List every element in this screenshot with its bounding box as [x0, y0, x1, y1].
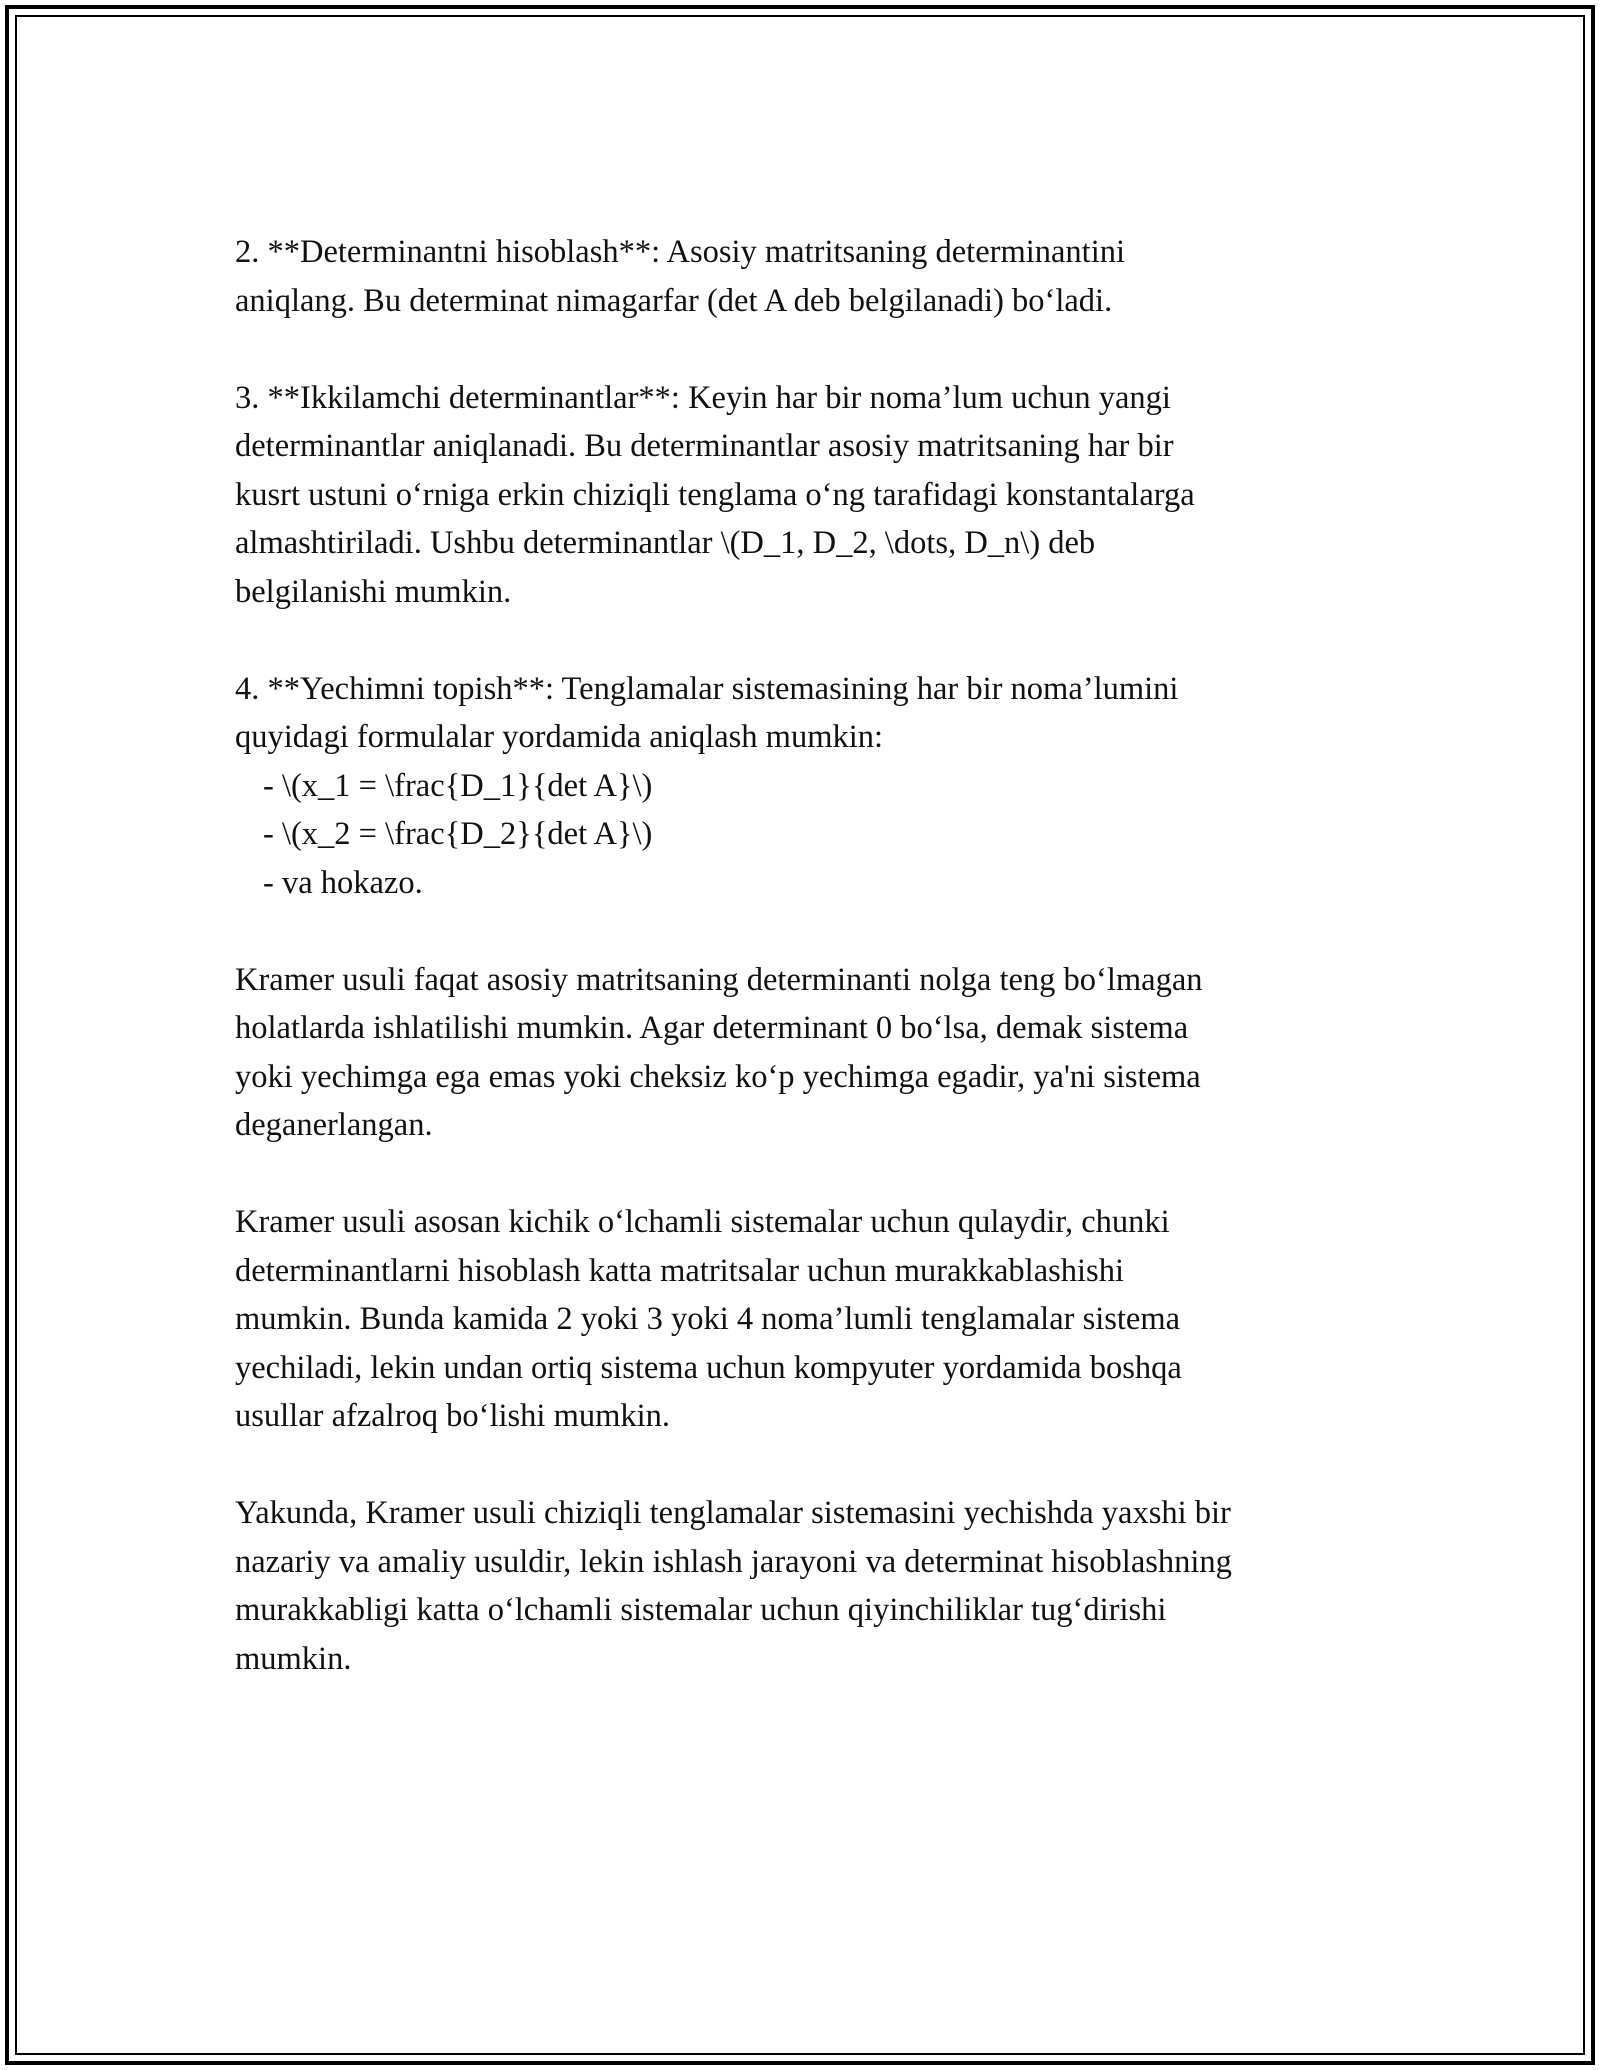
text-line: kusrt ustuni o‘rniga erkin chiziqli tenglama o‘ng tarafidagi konstantalarga [235, 476, 1195, 513]
text-line: 2. **Determinantni hisoblash**: Asosiy matritsaning determinantini [235, 234, 1126, 270]
text-line: 4. **Yechimni topish**: Tenglamalar sistemasining har bir noma’lumini [235, 670, 1179, 707]
text-line: belgilanishi mumkin. [235, 573, 512, 610]
text-line: Yakunda, Kramer usuli chiziqli tenglamalar sistemasini yechishda yaxshi bir [235, 1495, 1231, 1531]
text-line: aniqlang. Bu determinat nimagarfar (det A deb belgilanadi) bo‘ladi. [235, 282, 1113, 319]
text-line: mumkin. Bunda kamida 2 yoki 3 yoki 4 noma’lumli tenglamalar sistema [235, 1301, 1181, 1337]
formula-list [235, 762, 1385, 908]
list-item: - \(x_2 = \frac{D_2}{det A}\) [263, 816, 653, 852]
text-line: nazariy va amaliy usuldir, lekin ishlash jarayoni va determinat hisoblashning [235, 1543, 1232, 1580]
text-line: mumkin. [235, 1640, 352, 1677]
text-line: yoki yechimga ega emas yoki cheksiz ko‘p yechimga egadir, ya'ni sistema [235, 1058, 1201, 1095]
text-line: deganerlangan. [235, 1107, 433, 1143]
paragraph-applicability [235, 956, 1385, 1150]
text-line: usullar afzalroq bo‘lishi mumkin. [235, 1398, 671, 1434]
text-line: Kramer usuli faqat asosiy matritsaning determinanti nolga teng bo‘lmagan [235, 961, 1203, 998]
text-line: determinantlarni hisoblash katta matritsalar uchun murakkablashishi [235, 1252, 1124, 1289]
paragraph-finding-solution [235, 665, 1385, 908]
paragraph-secondary-determinants [235, 374, 1385, 617]
text-line: 3. **Ikkilamchi determinantlar**: Keyin har bir noma’lum uchun yangi [235, 379, 1171, 416]
text-line: murakkabligi katta o‘lchamli sistemalar uchun qiyinchiliklar tug‘dirishi [235, 1592, 1167, 1628]
text-line: determinantlar aniqlanadi. Bu determinantlar asosiy matritsaning har bir [235, 428, 1174, 464]
text-line: Kramer usuli asosan kichik o‘lchamli sistemalar uchun qulaydir, chunki [235, 1204, 1170, 1240]
paragraph-determinant-calculation [235, 228, 1385, 325]
text-line: holatlarda ishlatilishi mumkin. Agar determinant 0 bo‘lsa, demak sistema [235, 1010, 1189, 1046]
text-line: quyidagi formulalar yordamida aniqlash mumkin: [235, 719, 884, 755]
document-body [235, 228, 1385, 1732]
text-line: yechiladi, lekin undan ortiq sistema uchun kompyuter yordamida boshqa [235, 1349, 1182, 1386]
text-line: almashtiriladi. Ushbu determinantlar \(D_1, D_2, \dots, D_n\) deb [235, 525, 1096, 561]
paragraph-conclusion [235, 1489, 1385, 1683]
list-item: - va hokazo. [263, 864, 423, 901]
list-item: - \(x_1 = \frac{D_1}{det A}\) [263, 767, 653, 804]
paragraph-small-systems [235, 1198, 1385, 1441]
